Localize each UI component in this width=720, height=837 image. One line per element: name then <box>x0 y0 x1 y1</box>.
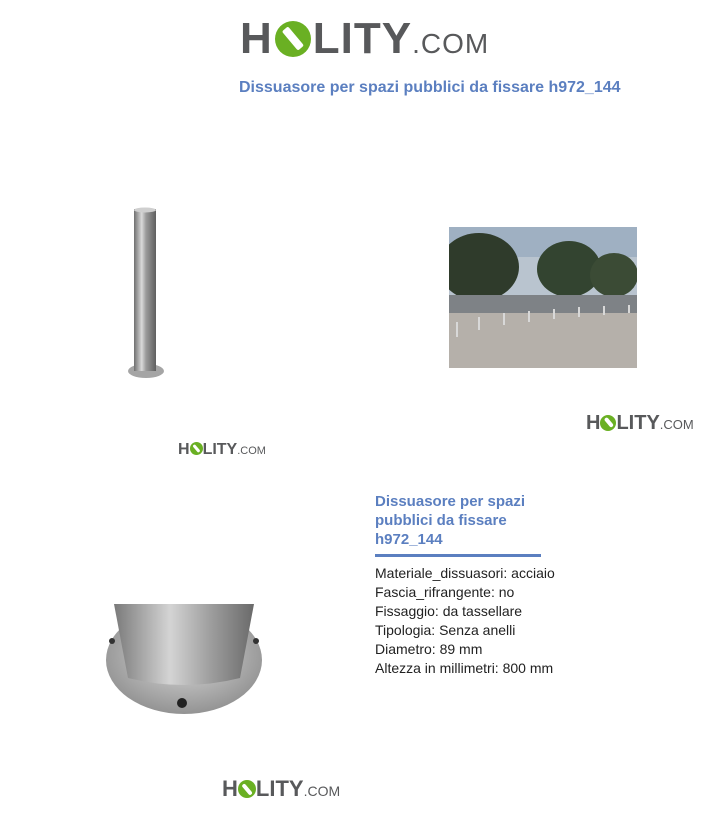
holity-logo-small-1: H LITY.COM <box>178 441 266 458</box>
spec-item: Fissaggio: da tassellare <box>375 603 523 619</box>
bollard-product-image <box>120 205 172 383</box>
spec-list <box>375 564 555 678</box>
spec-item: Altezza in millimetri: 800 mm <box>375 660 554 676</box>
logo-o-icon <box>190 442 203 455</box>
logo-o-icon <box>238 780 256 798</box>
product-title-line: Dissuasore per spazi <box>375 493 526 510</box>
product-title-line: pubblici da fissare <box>375 512 507 529</box>
title-underline <box>375 554 541 557</box>
spec-item: Fascia_rifrangente: no <box>375 584 515 600</box>
holity-logo-small-3: H LITY.COM <box>222 776 341 801</box>
holity-logo-small-2: H LITY.COM <box>586 412 694 434</box>
logo-o-icon <box>600 415 616 431</box>
page-title: Dissuasore per spazi pubblici da fissare h972_144 <box>239 79 621 96</box>
spec-item: Tipologia: Senza anelli <box>375 622 516 638</box>
product-title-line: h972_144 <box>375 531 443 548</box>
product-title <box>375 492 525 549</box>
logo-o-icon <box>275 21 311 57</box>
street-installation-photo <box>449 227 637 368</box>
holity-logo-header: H LITY.COM <box>240 14 490 63</box>
base-plate-detail-image <box>104 604 264 716</box>
spec-item: Diametro: 89 mm <box>375 641 483 657</box>
spec-item: Materiale_dissuasori: acciaio <box>375 565 555 581</box>
